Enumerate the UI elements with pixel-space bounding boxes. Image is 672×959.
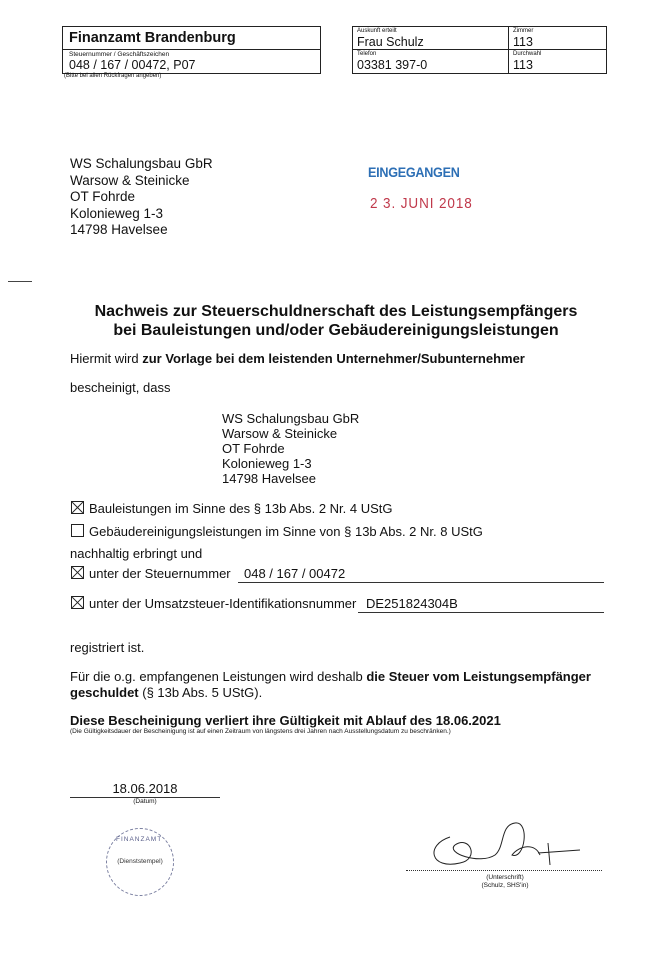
tax-number-value: 048 / 167 / 00472, P07	[69, 58, 196, 72]
certified-text: bescheinigt, dass	[70, 380, 171, 395]
seal-label: (Dienststempel)	[117, 858, 163, 865]
checkbox-unchecked-icon[interactable]	[71, 524, 84, 537]
registered-text: registriert ist.	[70, 640, 145, 655]
seal-text: FINANZAMT	[116, 836, 163, 843]
tax-number-label: Steuernummer / Geschäftszeichen	[69, 51, 170, 58]
fold-mark	[8, 281, 32, 282]
company-line: 14798 Havelsee	[222, 471, 316, 486]
company-line: WS Schalungsbau GbR	[222, 411, 360, 426]
taxno-value: 048 / 167 / 00472	[238, 566, 604, 583]
phone-value: 03381 397-0	[357, 58, 428, 72]
info-label: Auskunft erteilt	[357, 28, 397, 34]
company-line: Warsow & Steinicke	[222, 426, 338, 441]
signature-line	[406, 870, 602, 871]
vat-label: unter der Umsatzsteuer-Identifikationsnummer	[89, 596, 357, 611]
room-label: Zimmer	[513, 28, 534, 34]
vat-value: DE251824304B	[358, 596, 604, 613]
consequence-text: Für die o.g. empfangenen Leistungen wird deshalb die Steuer vom Leistungsempfänger geschuldet (§ 13b Abs. 5 UStG).	[70, 669, 591, 700]
phone-label: Telefon	[357, 51, 377, 57]
ext-label: Durchwahl	[513, 51, 542, 57]
room-value: 113	[513, 35, 533, 49]
received-stamp-date: 2 3. JUNI 2018	[370, 195, 473, 212]
signer-name: (Schulz, SHS'in)	[481, 882, 529, 889]
signature-scribble	[420, 815, 600, 875]
contact-box	[352, 26, 607, 74]
recipient-line: Warsow & Steinicke	[70, 172, 190, 188]
received-stamp-label: EINGEGANGEN	[368, 164, 460, 180]
vat-line	[71, 596, 356, 612]
date-value: 18.06.2018	[70, 781, 220, 798]
option-bauleistungen: Bauleistungen im Sinne des § 13b Abs. 2 Nr. 4 UStG	[71, 501, 393, 517]
recipient-line: WS Schalungsbau GbR	[70, 156, 213, 171]
recipient-line: Kolonieweg 1-3	[70, 205, 164, 221]
intro-bold: zur Vorlage bei dem leistenden Unternehmer/Subunternehmer	[142, 351, 525, 366]
checkbox-checked-icon[interactable]	[71, 596, 84, 609]
reference-hint: (Bitte bei allen Rückfragen angeben)	[64, 73, 162, 79]
intro-text: Hiermit wird zur Vorlage bei dem leistenden Unternehmer/Subunternehmer	[70, 351, 525, 366]
recipient-address	[70, 156, 213, 239]
office-name: Finanzamt Brandenburg	[63, 27, 320, 50]
company-line: Kolonieweg 1-3	[222, 456, 312, 471]
ext-value: 113	[513, 58, 533, 72]
sustained-text: nachhaltig erbringt und	[70, 546, 203, 561]
company-address	[222, 411, 359, 486]
validity-text: Diese Bescheinigung verliert ihre Gültigkeit mit Ablauf des 18.06.2021	[70, 713, 501, 728]
date-label: (Datum)	[133, 798, 157, 805]
office-box	[62, 26, 321, 74]
recipient-line: OT Fohrde	[70, 189, 136, 204]
taxno-label: unter der Steuernummer	[89, 566, 231, 581]
validity-note: (Die Gültigkeitsdauer der Bescheinigung ist auf einen Zeitraum von längstens drei Jahren nach Ausstellungsdatum zu beschränken.)	[70, 728, 451, 735]
taxno-line	[71, 566, 231, 582]
info-value: Frau Schulz	[357, 35, 424, 49]
document-title-line1: Nachweis zur Steuerschuldnerschaft des Leistungsempfängers	[94, 303, 578, 320]
recipient-line: 14798 Havelsee	[70, 222, 168, 237]
company-line: OT Fohrde	[222, 441, 285, 456]
signature-label: (Unterschrift)	[486, 874, 524, 881]
document-title-line2: bei Bauleistungen und/oder Gebäudereinigungsleistungen	[113, 322, 559, 339]
checkbox-checked-icon[interactable]	[71, 566, 84, 579]
option-gebaeudereinigung: Gebäudereinigungsleistungen im Sinne von § 13b Abs. 2 Nr. 8 UStG	[71, 524, 483, 540]
checkbox-checked-icon[interactable]	[71, 501, 84, 514]
